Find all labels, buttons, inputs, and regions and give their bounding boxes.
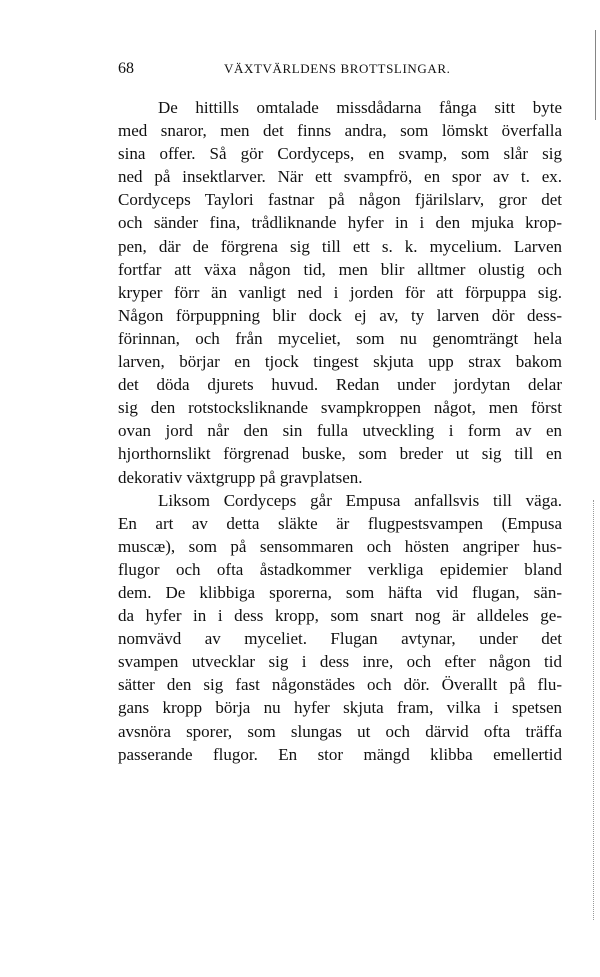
text-line: En art av detta släkte är flugpestsvampen (Empusa (118, 513, 562, 533)
text-line: De hittills omtalade missdådarna fånga sitt byte (158, 98, 562, 117)
text-line: da hyfer in i dess kropp, som snart nog är alldeles ge- (118, 606, 562, 626)
text-line: avsnöra sporer, som slungas ut och därvid ofta träffa (118, 721, 562, 741)
text-line: dem. De klibbiga sporerna, som häfta vid flugan, sän- (118, 582, 562, 602)
text-line: det döda djurets huvud. Redan under jordytan delar (118, 375, 562, 395)
text-line: ned på insektlarver. När ett svampfrö, en spor av t. ex. (118, 167, 562, 187)
text-line: sig den rotstocksliknande svampkroppen något, men först (118, 398, 562, 418)
text-line: Någon förpuppning blir dock ej av, ty larven dör dess- (118, 305, 562, 325)
page-header (118, 60, 558, 82)
text-line: ovan jord når den sin fulla utveckling i form av en (118, 421, 562, 441)
text-line: fortfar att växa någon tid, men blir alltmer olustig och (118, 259, 562, 279)
body-text (118, 96, 562, 766)
running-head: VÄXTVÄRLDENS BROTTSLINGAR. (224, 61, 451, 76)
text-line: dekorativ växtgrupp på gravplatsen. (118, 467, 363, 487)
text-line: kryper förr än vanligt ned i jorden för att förpuppa sig. (118, 282, 562, 302)
page-edge-mark (595, 30, 596, 120)
text-line: flugor och ofta åstadkommer verkliga epidemier bland (118, 559, 562, 579)
text-line: larven, börjar en tjock tingest skjuta upp strax bakom (118, 352, 562, 372)
text-line: passerande flugor. En stor mängd klibba emellertid (118, 744, 562, 764)
text-line: gans kropp börja nu hyfer skjuta fram, vilka i spetsen (118, 698, 562, 718)
text-line: muscæ), som på sensommaren och hösten angriper hus- (118, 536, 562, 556)
text-line: Liksom Cordyceps går Empusa anfallsvis till väga. (158, 490, 562, 510)
page-number: 68 (118, 60, 134, 77)
text-line: med snaror, men det finns andra, som lömskt överfalla (118, 121, 562, 141)
text-line: svampen utvecklar sig i dess inre, och efter någon tid (118, 652, 562, 672)
text-line: och sänder fina, trådliknande hyfer in i den mjuka krop- (118, 213, 562, 233)
text-line: nomvävd av myceliet. Flugan avtynar, under det (118, 629, 562, 649)
page-edge-dots (592, 500, 594, 920)
text-line: sina offer. Så gör Cordyceps, en svamp, som slår sig (118, 144, 562, 164)
text-line: Cordyceps Taylori fastnar på någon fjärilslarv, gror det (118, 190, 562, 210)
text-line: hjorthornslikt förgrenad buske, som breder ut sig till en (118, 444, 562, 464)
text-line: sätter den sig fast någonstädes och dör. Överallt på flu- (118, 675, 562, 695)
text-line: förinnan, och från myceliet, som nu genomträngt hela (118, 328, 562, 348)
text-line: pen, där de förgrena sig till ett s. k. mycelium. Larven (118, 236, 562, 256)
